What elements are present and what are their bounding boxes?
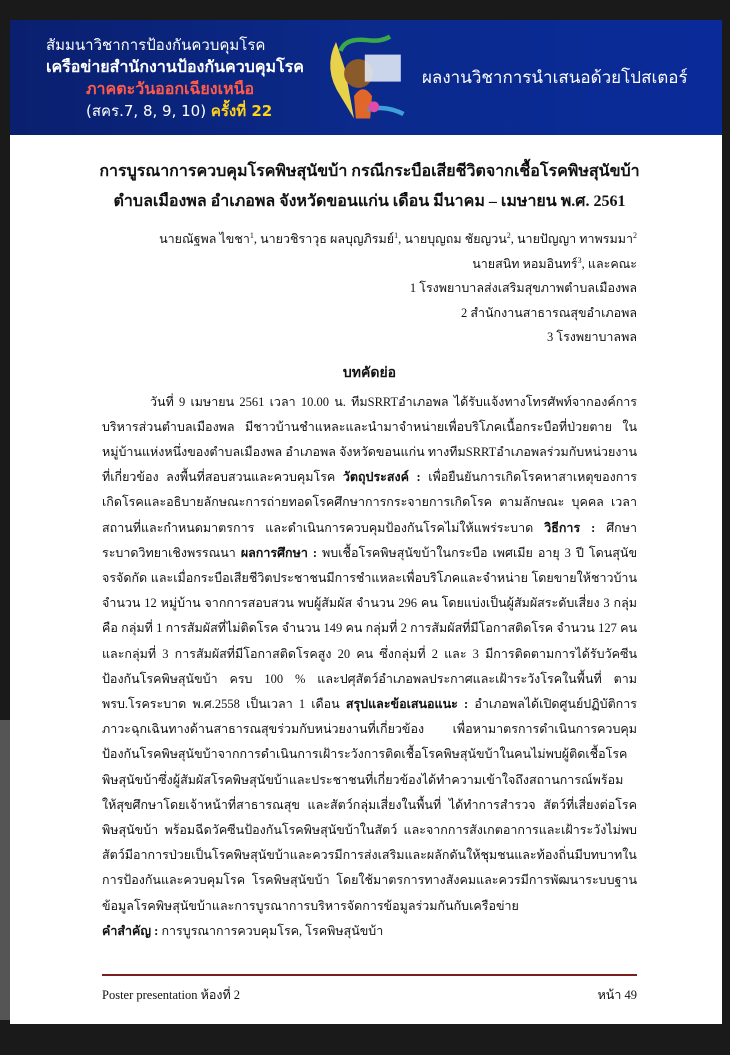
title-line-2: ตำบลเมืองพล อำเภอพล จังหวัดขอนแก่น เดือน มีนาคม – เมษายน พ.ศ. 2561	[113, 193, 626, 210]
authors-suffix: , และคณะ	[581, 256, 637, 271]
keywords-value: การบูรณาการควบคุมโรค, โรคพิษสุนัขบ้า	[161, 923, 384, 938]
abstract-text: เพื่อยืนยันการเกิดโรคหาสาเหตุของการเกิดโรคและอธิบายลักษณะการถ่ายทอดโรคศึกษาการกระจายการเกิดโรค ตามลักษณะ บุคคล เวลา สถานที่และกำหนดมาตรการ และดำเนินการควบคุมป้องกันโรคไม่ให้แพร่ระบาด	[102, 470, 637, 535]
author-name: นายบุญถม ชัยญวน	[404, 232, 507, 246]
abstract-text: อำเภอพลได้เปิดศูนย์ปฏิบัติการภาวะฉุกเฉินทางด้านสาธารณสุขร่วมกับหน่วยงานที่เกี่ยวข้อง เพื่อหามาตรการดำเนินการควบคุมป้องกันโรคพิษสุนัขบ้าจากการดำเนินการเฝ้าระวังการติดเชื้อโรคพิษสุนัขบ้าในคนไม่พบผู้ติดเชื้อโรคพิษสุนัขบ้าซึ่งผู้สัมผัสโรคพิษสุนัขบ้าและประชาชนที่เกี่ยวข้องได้ทำความเข้าใจถึงสถานการณ์พร้อมให้สุขศึกษาโดยเจ้าหน้าที่สาธารณสุข และสัตว์กลุ่มเสี่ยงในพื้นที่ ได้ทำการสำรวจ สัตว์ที่เสี่ยงต่อโรคพิษสุนัขบ้า พร้อมฉีดวัคซีนป้องกันโรคพิษสุนัขบ้าในสัตว์ และจากการสังเกตอาการและเฝ้าระวังไม่พบสัตว์มีอาการป่วยเป็นโรคพิษสุนัขบ้าและควรมีการส่งเสริมและผลักดันให้ชุมชนและท้องถิ่นมีบทบาทในการป้องกันและควบคุมโรค โรคพิษสุนัขบ้า โดยใช้มาตรการทางสังคมและควรมีการพัฒนาระบบฐานข้อมูลโรคพิษสุนัขบ้าและการบูรณาการบริหารจัดการข้อมูลร่วมกันกับเครือข่าย	[102, 696, 637, 913]
document-title	[70, 157, 669, 217]
abstract-text: พบเชื้อโรคพิษสุนัขบ้าในกระบือ เพศเมีย อายุ 3 ปี โดนสุนัขจรจัดกัด และเมื่อกระบือเสียชีวิตประชาชนมีการชำแหละเพื่อบริโภคและจำหน่าย โดยขายให้ชาวบ้าน จำนวน 12 หมู่บ้าน จากการสอบสวน พบผู้สัมผัส จำนวน 296 คน โดยแบ่งเป็นผู้สัมผัสระดับเสี่ยง 3 กลุ่ม คือ กลุ่มที่ 1 การสัมผัสที่ไม่ติดโรค จำนวน 149 คน กลุ่มที่ 2 การสัมผัสที่มีโอกาสติดโรค จำนวน 127 คน และกลุ่มที่ 3 การสัมผัสที่มีโอกาสติดโรคสูง 20 คน ซึ่งกลุ่มที่ 2 และ 3 มีการติดตามการได้รับวัคซีนป้องกันโรคพิษสุนัขบ้า ครบ 100 % และปศุสัตว์อำเภอพลประกาศและเฝ้าระวังโรคในพื้นที่ ตาม พรบ.โรคระบาด พ.ศ.2558 เป็นเวลา 1 เดือน	[102, 545, 637, 711]
banner-line-2: เครือข่ายสำนักงานป้องกันควบคุมโรค	[46, 56, 304, 76]
abstract-section-label: ผลการศึกษา :	[240, 545, 323, 560]
affiliation: 3 โรงพยาบาลพล	[546, 330, 637, 344]
conference-logo	[318, 33, 408, 123]
abstract-body	[102, 390, 637, 919]
document-page	[10, 20, 722, 1024]
page-footer	[102, 974, 637, 1004]
banner-poster-label: ผลงานวิชาการนำเสนอด้วยโปสเตอร์	[421, 68, 688, 88]
document-content	[10, 135, 722, 944]
author-name: นายสนิท หอมอินทร์	[472, 256, 578, 271]
abstract-section-label: สรุปและข้อเสนอแนะ :	[345, 696, 475, 711]
banner-region-codes: (สคร.7, 8, 9, 10)	[86, 101, 207, 120]
keywords-line	[102, 919, 637, 944]
authors-line-2	[102, 252, 637, 277]
banner-line-3: ภาคตะวันออกเฉียงเหนือ	[86, 78, 255, 98]
footer-room: ห้องที่ 2	[200, 987, 241, 1002]
abstract-heading: บทคัดย่อ	[342, 365, 397, 381]
banner-line-4	[46, 100, 304, 122]
banner-edition: ครั้งที่ 22	[210, 101, 273, 120]
footer-left	[102, 986, 240, 1004]
affiliation: 2 สำนักงานสาธารณสุขอำเภอพล	[460, 305, 637, 320]
left-edge	[0, 720, 10, 1020]
author-affiliation-mark: 1	[394, 230, 399, 240]
affiliation: 1 โรงพยาบาลส่งเสริมสุขภาพตำบลเมืองพล	[409, 281, 637, 295]
banner-line-1: สัมมนาวิชาการป้องกันควบคุมโรค	[46, 35, 266, 54]
page-number: หน้า 49	[597, 987, 637, 1002]
footer-poster-presentation: Poster presentation	[102, 987, 201, 1002]
authors-line-1: นายณัฐพล ไขชา$^1$, นายวชิราวุธ ผลบุญภิรมย์$^1$, นายบุญถม ชัยญวน$^2$, นายปัญญา ทาพรมมา$^2$	[159, 230, 637, 246]
keywords-label: คำสำคัญ :	[102, 923, 162, 938]
abstract-text: ศึกษาระบาดวิทยาเชิงพรรณนา	[102, 520, 637, 560]
author-affiliation-mark: 1	[249, 230, 254, 240]
author-affiliation-mark: 2	[506, 230, 511, 240]
abstract-section-label: วิธีการ :	[544, 520, 607, 535]
abstract-text: วันที่ 9 เมษายน 2561 เวลา 10.00 น. ทีมSRRTอำเภอพล ได้รับแจ้งทางโทรศัพท์จากองค์การบริหารส่วนตำบลเมืองพล มีชาวบ้านชำแหละและนำมาจำหน่ายเพื่อบริโภคเนื้อกระบือที่ป่วยตาย ในหมู่บ้านแห่งหนึ่งของตำบลเมืองพล อำเภอพล จังหวัดขอนแก่น ทางทีมSRRTอำเภอพลร่วมกับหน่วยงานที่เกี่ยวข้อง ลงพื้นที่สอบสวนและควบคุมโรค	[102, 394, 637, 485]
abstract-section-label: วัตถุประสงค์ :	[342, 470, 429, 485]
title-line-1: การบูรณาการควบคุมโรคพิษสุนัขบ้า กรณีกระบือเสียชีวิตจากเชื้อโรคพิษสุนัขบ้า	[99, 163, 640, 180]
author-name: นายณัฐพล ไขชา	[159, 232, 250, 246]
author-affiliation-mark: 3	[577, 255, 582, 265]
author-affiliation-mark: 2	[633, 230, 637, 240]
conference-banner	[10, 20, 722, 135]
author-name: นายวชิราวุธ ผลบุญภิรมย์	[260, 232, 395, 246]
author-name: นายปัญญา ทาพรมมา	[517, 232, 633, 246]
authors-block	[102, 227, 637, 350]
banner-conference-name	[46, 34, 304, 122]
